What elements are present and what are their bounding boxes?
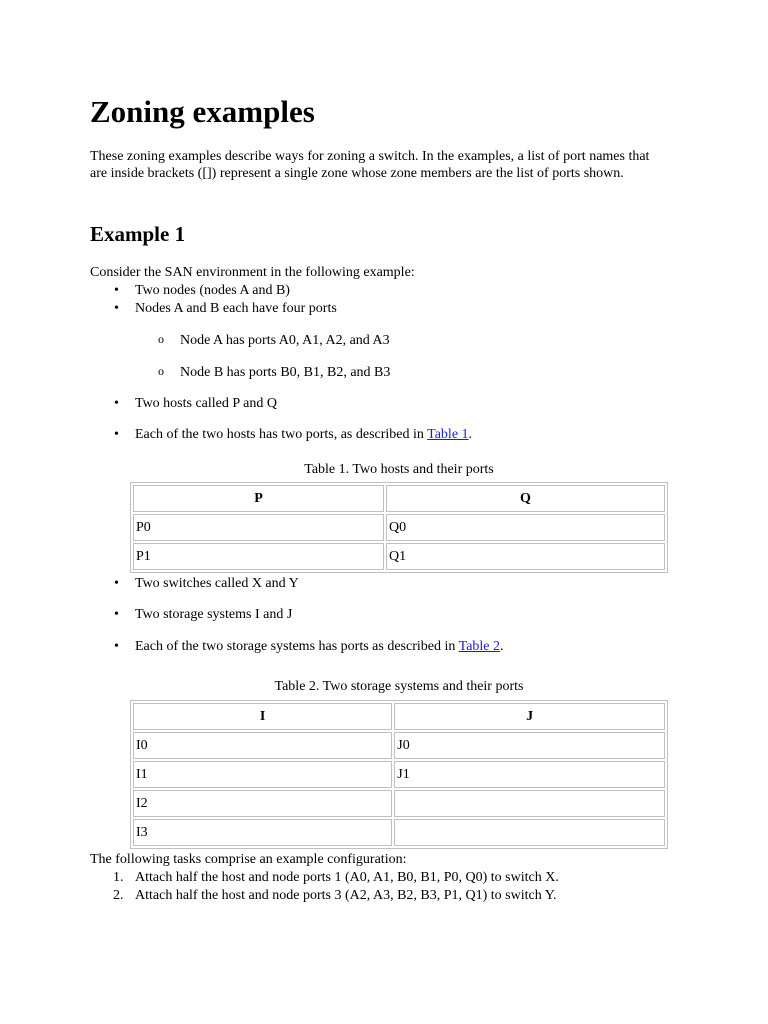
page-title: Zoning examples (90, 94, 315, 129)
tasks-lead-text: The following tasks comprise an example configuration: (90, 852, 407, 867)
table-2 (130, 700, 668, 849)
list-item-text: Attach half the host and node ports 1 (A0, A1, B0, B1, P0, Q0) to switch X. (135, 870, 559, 885)
list-item-text: Each of the two hosts has two ports, as described in (135, 427, 428, 442)
table-row (133, 790, 665, 817)
table-cell: I3 (133, 819, 392, 846)
table-cell (394, 819, 665, 846)
table-header-cell: I (133, 703, 392, 730)
table-cell: I0 (133, 732, 392, 759)
table-row (133, 732, 665, 759)
list-number: 1. (113, 870, 124, 885)
sub-list-item: o Node B has ports B0, B1, B2, and B3 (180, 364, 390, 381)
table-2-link[interactable]: Table 2 (458, 639, 501, 654)
list-item-text: Each of the two storage systems has ports as described in (135, 639, 459, 654)
ordered-list-item (113, 887, 557, 904)
list-item: • Two switches called X and Y (135, 575, 299, 592)
ordered-list-item (113, 869, 559, 886)
list-item-end: . (500, 639, 504, 654)
table-cell (394, 790, 665, 817)
table-header-row (133, 485, 665, 512)
table-cell: J1 (394, 761, 665, 788)
table-row (133, 514, 665, 541)
table-header-row (133, 703, 665, 730)
table-row (133, 543, 665, 570)
sub-list-item: o Node A has ports A0, A1, A2, and A3 (180, 332, 390, 349)
list-item: • Two hosts called P and Q (135, 395, 277, 412)
list-item-end: . (468, 427, 473, 442)
table-2-caption: Table 2. Two storage systems and their ports (274, 679, 524, 694)
list-item: • Two storage systems I and J (135, 606, 292, 623)
table-header-cell: Q (386, 485, 665, 512)
table-cell: P0 (133, 514, 384, 541)
table-cell: Q0 (386, 514, 665, 541)
table-cell: P1 (133, 543, 384, 570)
list-number: 2. (113, 888, 124, 903)
table-cell: Q1 (386, 543, 665, 570)
table-header-cell: P (133, 485, 384, 512)
table-header-cell: J (394, 703, 665, 730)
section-heading-example-1: Example 1 (90, 222, 186, 246)
intro-paragraph: These zoning examples describe ways for zoning a switch. In the examples, a list of port names that are inside brackets ([]) represent a single zone whose zone members are the list of ports shown. (90, 149, 650, 181)
list-item-text: Attach half the host and node ports 3 (A2, A3, B2, B3, P1, Q1) to switch Y. (135, 888, 557, 903)
list-item: • Two nodes (nodes A and B) (135, 282, 290, 299)
list-item (135, 638, 504, 655)
table-row (133, 819, 665, 846)
example-lead-text: Consider the SAN environment in the following example: (90, 265, 415, 280)
list-item: • Nodes A and B each have four ports (135, 300, 337, 317)
table-cell: I1 (133, 761, 392, 788)
table-cell: I2 (133, 790, 392, 817)
table-cell: J0 (394, 732, 665, 759)
table-1 (130, 482, 668, 573)
table-1-link[interactable]: Table 1 (427, 427, 469, 442)
table-row (133, 761, 665, 788)
list-item (135, 426, 472, 443)
table-1-caption: Table 1. Two hosts and their ports (304, 462, 494, 477)
